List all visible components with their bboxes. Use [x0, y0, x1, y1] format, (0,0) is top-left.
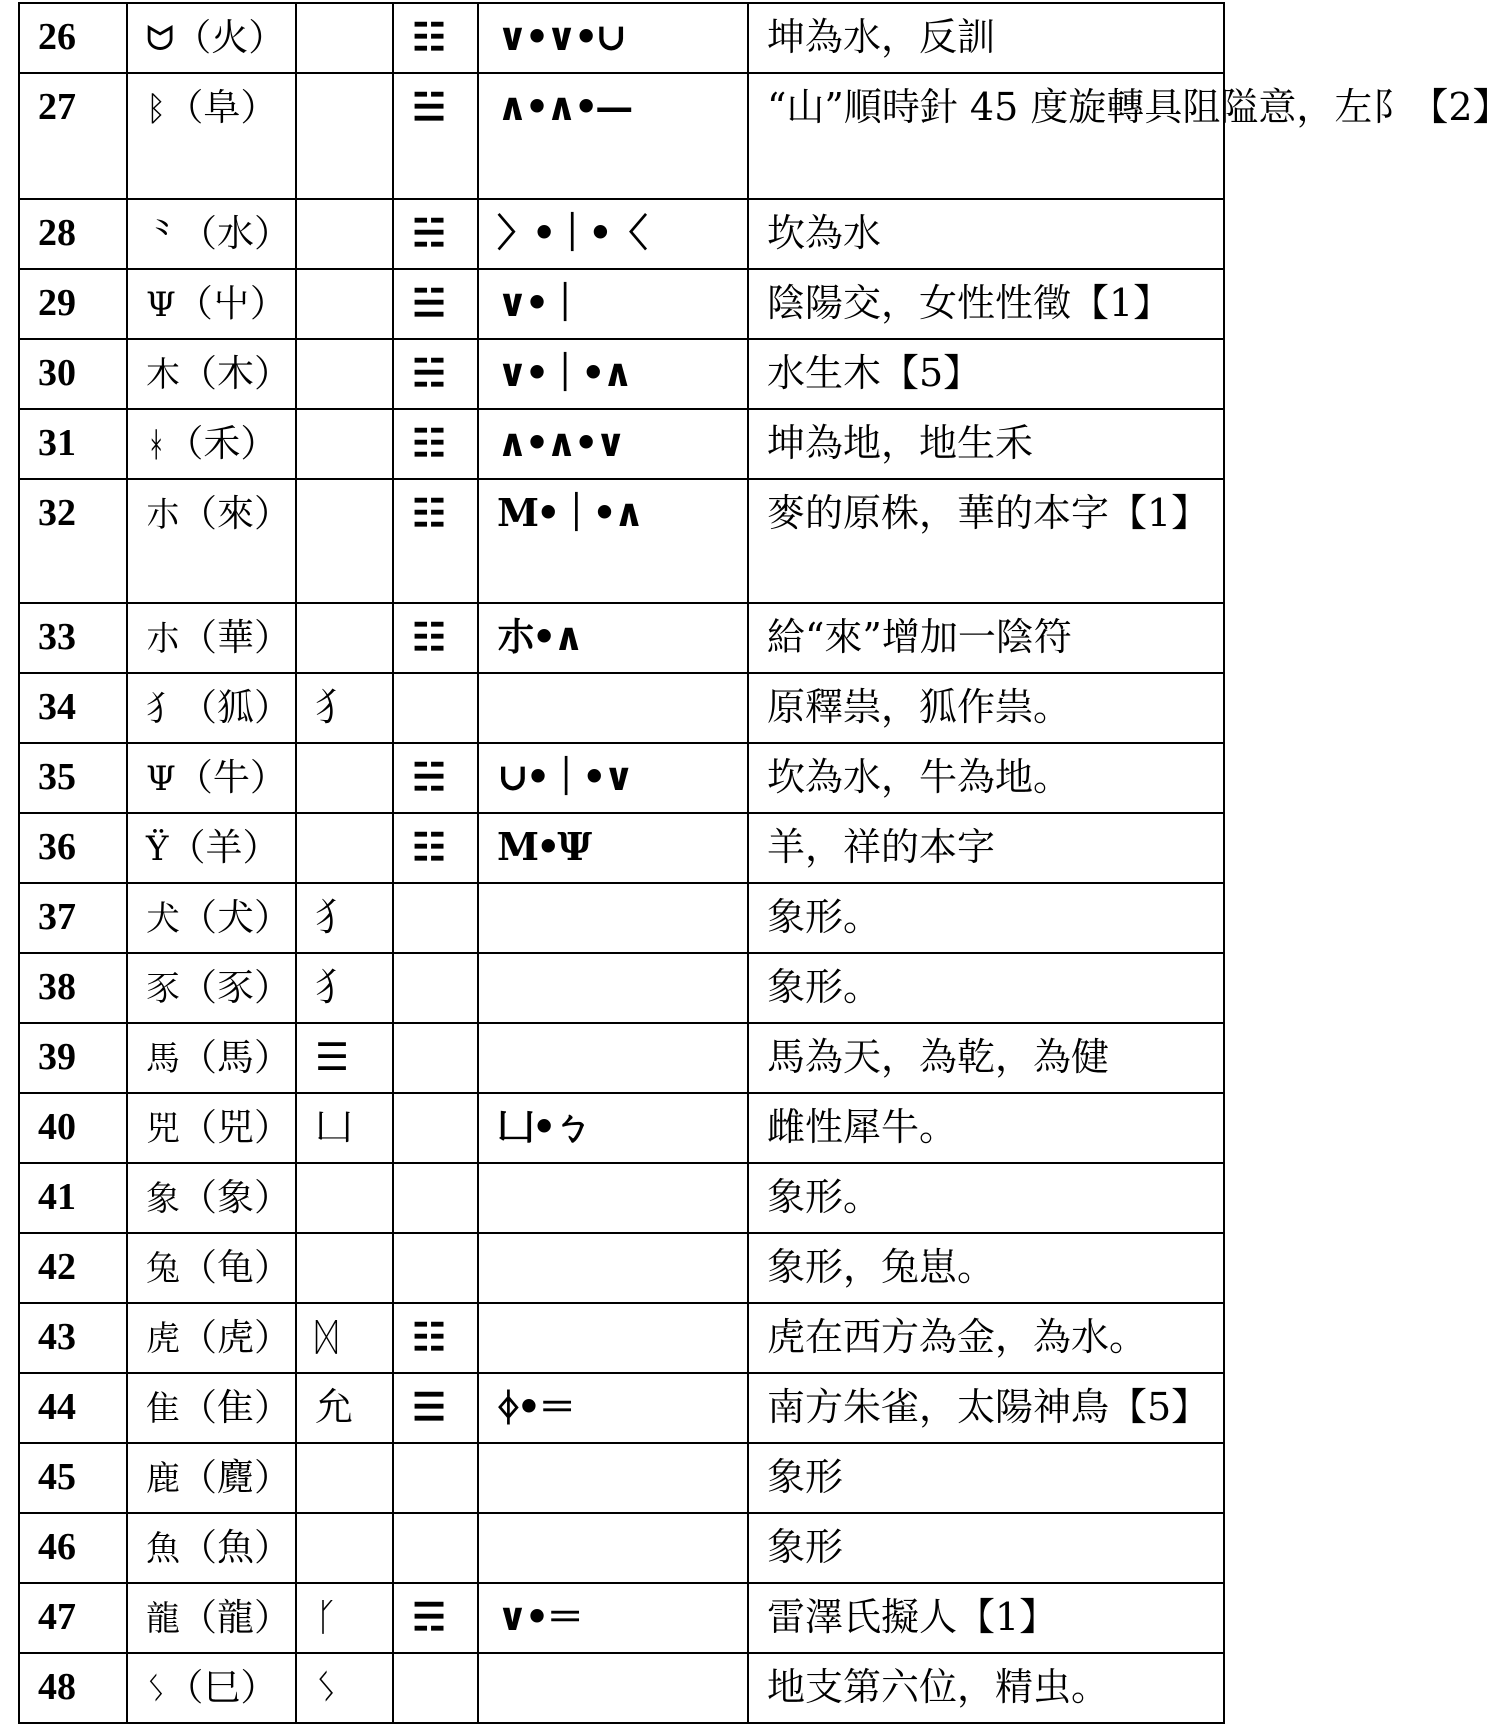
table-row [19, 269, 1224, 339]
oracle-glyph-cell [127, 953, 296, 1023]
oracle-glyph-cell [127, 1093, 296, 1163]
explanation-note: 象形。 [748, 953, 1224, 1023]
trigram-symbol: ☱ [393, 269, 478, 339]
stroke-sequence: ∨•｜•∧ [478, 339, 748, 409]
row-number: 36 [19, 813, 127, 883]
oracle-glyph-cell [127, 1233, 296, 1303]
trigram-symbol: ☷ [393, 409, 478, 479]
trigram-symbol [393, 1443, 478, 1513]
trigram-symbol: ☱ [393, 73, 478, 199]
oracle-glyph-cell [127, 409, 296, 479]
oracle-glyph-cell [127, 1653, 296, 1723]
oracle-glyph-icon: 魚 [146, 1529, 180, 1569]
oracle-glyph-cell [127, 3, 296, 73]
oracle-glyph-cell [127, 883, 296, 953]
modern-character: （兕） [180, 1106, 291, 1149]
modern-character: （巳） [166, 1666, 278, 1709]
explanation-note: 雌性犀牛。 [748, 1093, 1224, 1163]
oracle-glyph-icon: 龍 [146, 1599, 180, 1639]
table-row [19, 1443, 1224, 1513]
trigram-symbol: ☷ [393, 3, 478, 73]
stroke-sequence: ∪•｜•∨ [478, 743, 748, 813]
modern-character: （牛） [175, 756, 287, 799]
trigram-symbol [393, 1513, 478, 1583]
component-symbol [296, 1513, 393, 1583]
component-symbol [296, 73, 393, 199]
table-row [19, 883, 1224, 953]
oracle-glyph-icon: 犬 [146, 899, 180, 939]
oracle-glyph-icon: Ψ [146, 285, 176, 325]
row-number: 34 [19, 673, 127, 743]
modern-character: （木） [180, 352, 291, 395]
trigram-symbol: ☰ [393, 1373, 478, 1443]
trigram-symbol [393, 1163, 478, 1233]
modern-character: （魚） [180, 1526, 291, 1569]
explanation-note: 羊，祥的本字 [748, 813, 1224, 883]
table-row [19, 1513, 1224, 1583]
trigram-symbol [393, 1233, 478, 1303]
row-number: 32 [19, 479, 127, 603]
component-symbol: ᛞ [296, 1303, 393, 1373]
component-symbol: 犭 [296, 953, 393, 1023]
stroke-sequence [478, 953, 748, 1023]
oracle-glyph-icon: ⺀ [146, 215, 180, 255]
stroke-sequence: ∨•＝ [478, 1583, 748, 1653]
oracle-glyph-cell [127, 1163, 296, 1233]
explanation-note: 南方朱雀，太陽神鳥【5】 [748, 1373, 1224, 1443]
trigram-symbol [393, 1653, 478, 1723]
oracle-glyph-table [18, 2, 1511, 1724]
row-number: 35 [19, 743, 127, 813]
row-number: 38 [19, 953, 127, 1023]
explanation-note: 坤為地，地生禾 [748, 409, 1224, 479]
component-symbol: ᚴ [296, 1583, 393, 1653]
component-symbol: 允 [296, 1373, 393, 1443]
stroke-sequence [478, 1443, 748, 1513]
explanation-note: “山”順時針 45 度旋轉具阻隘意，左阝【2】 [748, 73, 1224, 199]
row-number: 41 [19, 1163, 127, 1233]
table-row [19, 3, 1224, 73]
component-symbol [296, 339, 393, 409]
stroke-sequence: ∧•∧•∨ [478, 409, 748, 479]
stroke-sequence [478, 1513, 748, 1583]
trigram-symbol [393, 883, 478, 953]
table-row [19, 339, 1224, 409]
table-row [19, 199, 1224, 269]
modern-character: （阜） [166, 86, 278, 129]
oracle-glyph-cell [127, 743, 296, 813]
stroke-sequence: ∧•∧•— [478, 73, 748, 199]
oracle-glyph-icon: 馬 [146, 1039, 180, 1079]
trigram-symbol: ☴ [393, 1583, 478, 1653]
explanation-note: 原釋祟，狐作祟。 [748, 673, 1224, 743]
modern-character: （隹） [180, 1386, 291, 1429]
oracle-glyph-cell [127, 673, 296, 743]
oracle-glyph-cell [127, 1023, 296, 1093]
oracle-glyph-icon: 象 [146, 1179, 180, 1219]
row-number: 46 [19, 1513, 127, 1583]
oracle-glyph-icon: 朩 [146, 619, 180, 659]
modern-character: （華） [180, 616, 291, 659]
component-symbol [296, 813, 393, 883]
oracle-glyph-icon: 虎 [146, 1319, 180, 1359]
oracle-glyph-icon: ᛊ [146, 1669, 167, 1709]
table-row [19, 1093, 1224, 1163]
explanation-note: 馬為天，為乾，為健 [748, 1023, 1224, 1093]
table-row [19, 1373, 1224, 1443]
explanation-note: 水生木【5】 [748, 339, 1224, 409]
oracle-glyph-cell [127, 813, 296, 883]
explanation-note: 虎在西方為金，為水。 [748, 1303, 1224, 1373]
row-number: 45 [19, 1443, 127, 1513]
stroke-sequence: 朩•∧ [478, 603, 748, 673]
stroke-sequence [478, 1653, 748, 1723]
row-number: 37 [19, 883, 127, 953]
table-row [19, 1653, 1224, 1723]
table-row [19, 1233, 1224, 1303]
oracle-glyph-cell [127, 603, 296, 673]
row-number: 29 [19, 269, 127, 339]
oracle-glyph-icon: 木 [146, 355, 180, 395]
table-row [19, 73, 1224, 199]
component-symbol [296, 1443, 393, 1513]
modern-character: （水） [180, 212, 291, 255]
trigram-symbol: ☵ [393, 339, 478, 409]
table-body [19, 3, 1511, 1723]
oracle-glyph-icon: Ψ [146, 759, 176, 799]
modern-character: （來） [180, 492, 291, 535]
oracle-glyph-cell [127, 269, 296, 339]
table-row [19, 953, 1224, 1023]
modern-character: （禾） [166, 422, 278, 465]
component-symbol: ᛊ [296, 1653, 393, 1723]
modern-character: （龟） [180, 1246, 291, 1289]
explanation-note: 地支第六位，精虫。 [748, 1653, 1224, 1723]
trigram-symbol [393, 1023, 478, 1093]
explanation-note: 給“來”增加一陰符 [748, 603, 1224, 673]
trigram-symbol: ☷ [393, 1303, 478, 1373]
trigram-symbol [393, 673, 478, 743]
oracle-glyph-cell [127, 199, 296, 269]
trigram-symbol: ☷ [393, 813, 478, 883]
component-symbol [296, 479, 393, 603]
component-symbol [296, 743, 393, 813]
modern-character: （馬） [180, 1036, 291, 1079]
explanation-note: 象形。 [748, 1163, 1224, 1233]
table-row [19, 1583, 1224, 1653]
oracle-glyph-cell [127, 339, 296, 409]
modern-character: （象） [180, 1176, 291, 1219]
oracle-glyph-cell [127, 73, 296, 199]
trigram-symbol: ☷ [393, 479, 478, 603]
explanation-note: 象形 [748, 1513, 1224, 1583]
row-number: 48 [19, 1653, 127, 1723]
row-number: 28 [19, 199, 127, 269]
component-symbol [296, 603, 393, 673]
modern-character: （屮） [175, 282, 287, 325]
explanation-note: 坤為水，反訓 [748, 3, 1224, 73]
modern-character: （豕） [180, 966, 291, 1009]
row-number: 39 [19, 1023, 127, 1093]
explanation-note: 象形。 [748, 883, 1224, 953]
trigram-symbol: ☵ [393, 743, 478, 813]
stroke-sequence [478, 883, 748, 953]
modern-character: （龍） [180, 1596, 291, 1639]
stroke-sequence [478, 1303, 748, 1373]
row-number: 33 [19, 603, 127, 673]
explanation-note: 象形 [748, 1443, 1224, 1513]
row-number: 44 [19, 1373, 127, 1443]
glyph-table-page [18, 2, 1511, 1709]
modern-character: （犬） [180, 896, 291, 939]
table-row [19, 813, 1224, 883]
stroke-sequence: ᛄ•＝ [478, 1373, 748, 1443]
row-number: 42 [19, 1233, 127, 1303]
stroke-sequence: 凵•ㄅ [478, 1093, 748, 1163]
stroke-sequence [478, 1233, 748, 1303]
row-number: 43 [19, 1303, 127, 1373]
oracle-glyph-icon: 兔 [146, 1249, 180, 1289]
stroke-sequence [478, 1023, 748, 1093]
trigram-symbol [393, 953, 478, 1023]
oracle-glyph-icon: 朩 [146, 495, 180, 535]
trigram-symbol [393, 1093, 478, 1163]
modern-character: （狐） [180, 686, 291, 729]
modern-character: （羊） [168, 826, 280, 869]
row-number: 30 [19, 339, 127, 409]
oracle-glyph-cell [127, 1583, 296, 1653]
oracle-glyph-icon: Ϋ [146, 829, 169, 869]
row-number: 26 [19, 3, 127, 73]
table-row [19, 1023, 1224, 1093]
stroke-sequence: M•｜•∧ [478, 479, 748, 603]
explanation-note: 象形，兔崽。 [748, 1233, 1224, 1303]
table-row [19, 603, 1224, 673]
oracle-glyph-icon: 隹 [146, 1389, 180, 1429]
oracle-glyph-cell [127, 1373, 296, 1443]
explanation-note: 麥的原株，華的本字【1】 [748, 479, 1224, 603]
component-symbol [296, 1163, 393, 1233]
component-symbol: 犭 [296, 673, 393, 743]
oracle-glyph-icon: 豕 [146, 969, 180, 1009]
modern-character: （麑） [180, 1456, 291, 1499]
stroke-sequence: M•Ψ [478, 813, 748, 883]
row-number: 27 [19, 73, 127, 199]
table-row [19, 409, 1224, 479]
stroke-sequence [478, 1163, 748, 1233]
explanation-note: 坎為水，牛為地。 [748, 743, 1224, 813]
oracle-glyph-cell [127, 479, 296, 603]
row-number: 31 [19, 409, 127, 479]
stroke-sequence: ∨•∨•∪ [478, 3, 748, 73]
row-number: 47 [19, 1583, 127, 1653]
oracle-glyph-cell [127, 1303, 296, 1373]
component-symbol [296, 1233, 393, 1303]
oracle-glyph-icon: 兕 [146, 1109, 180, 1149]
component-symbol [296, 3, 393, 73]
table-row [19, 743, 1224, 813]
table-row [19, 673, 1224, 743]
oracle-glyph-icon: 犭 [146, 689, 180, 729]
trigram-symbol: ☵ [393, 199, 478, 269]
explanation-note: 雷澤氏擬人【1】 [748, 1583, 1224, 1653]
table-row [19, 1303, 1224, 1373]
component-symbol [296, 269, 393, 339]
oracle-glyph-icon: ᗢ [146, 19, 175, 59]
oracle-glyph-icon: 鹿 [146, 1459, 180, 1499]
stroke-sequence: 〉•｜•〈 [478, 199, 748, 269]
oracle-glyph-icon: ᛒ [146, 89, 167, 129]
explanation-note: 坎為水 [748, 199, 1224, 269]
component-symbol: 犭 [296, 883, 393, 953]
row-number: 40 [19, 1093, 127, 1163]
modern-character: （虎） [180, 1316, 291, 1359]
oracle-glyph-icon: ᚼ [146, 425, 167, 465]
explanation-note: 陰陽交，女性性徵【1】 [748, 269, 1224, 339]
stroke-sequence [478, 673, 748, 743]
oracle-glyph-cell [127, 1443, 296, 1513]
component-symbol [296, 409, 393, 479]
trigram-symbol: ☷ [393, 603, 478, 673]
component-symbol: 凵 [296, 1093, 393, 1163]
table-row [19, 479, 1224, 603]
component-symbol [296, 199, 393, 269]
stroke-sequence: ∨•｜ [478, 269, 748, 339]
modern-character: （火） [174, 16, 286, 59]
oracle-glyph-cell [127, 1513, 296, 1583]
table-row [19, 1163, 1224, 1233]
component-symbol: ☰ [296, 1023, 393, 1093]
